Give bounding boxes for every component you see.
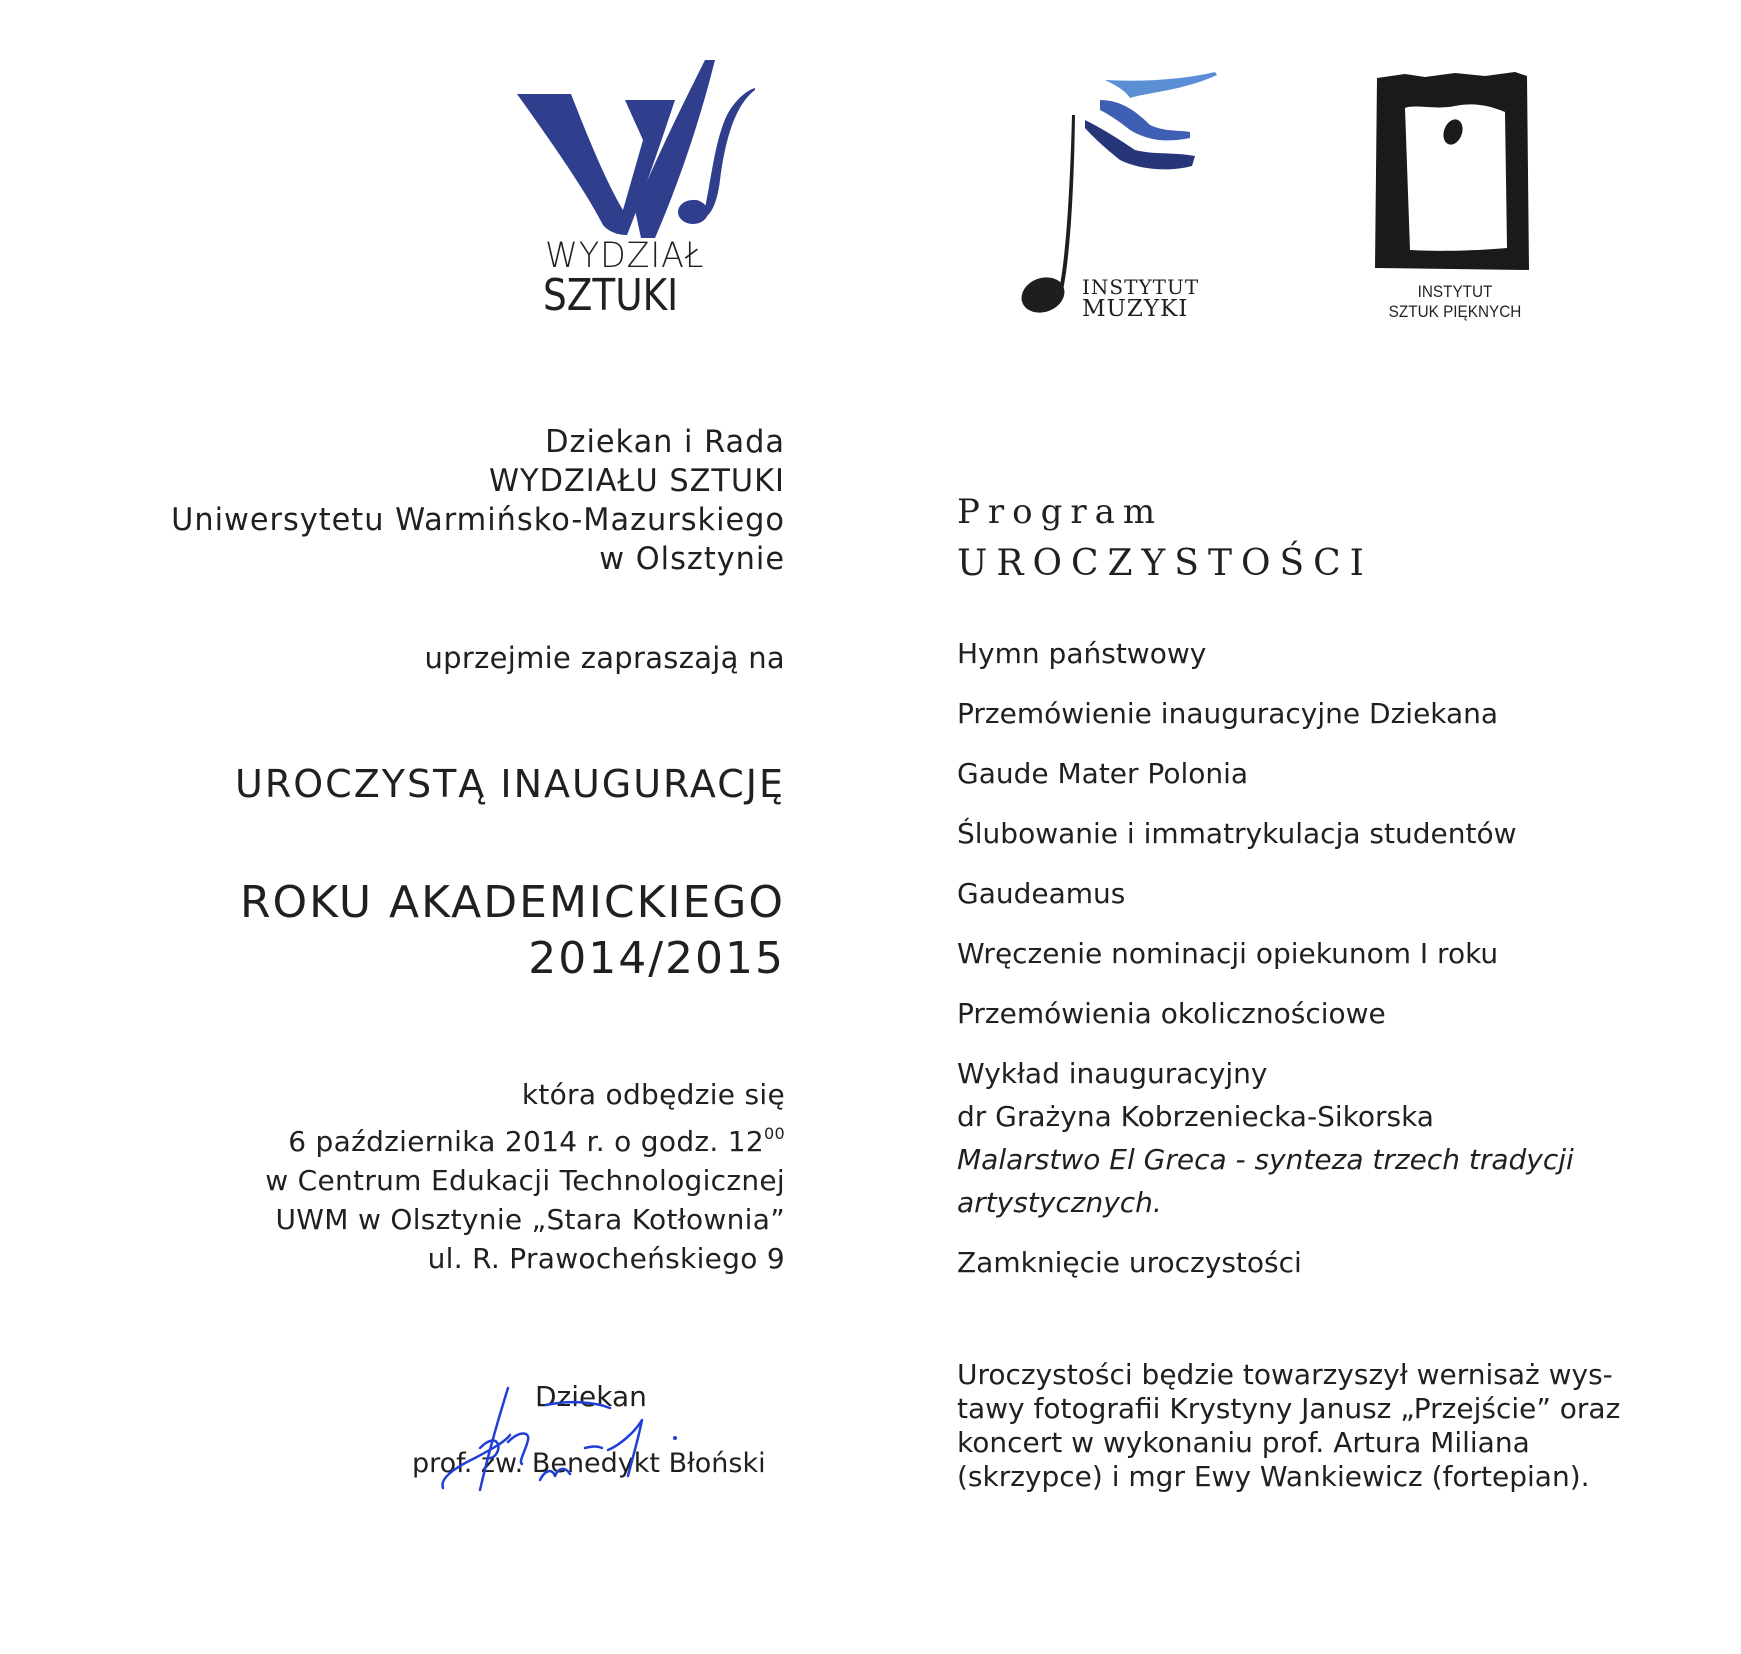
lecture-label: Wykład inauguracyjny (957, 1057, 1268, 1090)
accompanying-line: tawy fotografii Krystyny Janusz „Przejście” oraz (957, 1392, 1621, 1425)
event-venue-line1: w Centrum Edukacji Technologicznej (265, 1164, 785, 1197)
faculty-logo-line1: WYDZIAŁ (545, 236, 705, 276)
accompanying-line: Uroczystości będzie towarzyszył wernisaż wys- (957, 1358, 1613, 1391)
fine-arts-institute-logo (1365, 70, 1540, 330)
event-date: 6 października 2014 r. o godz. 12 (288, 1125, 765, 1158)
program-item-closing: Zamknięcie uroczystości (957, 1246, 1302, 1279)
event-time-minutes: 00 (764, 1124, 785, 1143)
program-subtitle: UROCZYSTOŚCI (957, 543, 1373, 584)
headline-academic-year-label: ROKU AKADEMICKIEGO (239, 877, 785, 928)
lecture-title: Malarstwo El Greca - synteza trzech tradycji artystycznych. (957, 1143, 1574, 1219)
academic-year: 2014/2015 (528, 933, 785, 984)
program-item: Przemówienia okolicznościowe (957, 997, 1386, 1030)
program-item: Przemówienie inauguracyjne Dziekana (957, 697, 1499, 730)
faculty-logo-line2: SZTUKI (543, 270, 679, 321)
program-item: Wręczenie nominacji opiekunom I roku (957, 937, 1499, 970)
details-intro: która odbędzie się (521, 1078, 785, 1111)
handwritten-signature-icon (380, 1380, 700, 1500)
music-institute-logo-line1: INSTYTUT (1082, 275, 1200, 299)
dean-name: prof. zw. Benedykt Błoński (412, 1448, 766, 1479)
inviter-line: Uniwersytetu Warmińsko-Mazurskiego (171, 502, 785, 538)
signature-block (380, 1380, 780, 1510)
event-date-time (60, 1114, 785, 1161)
fine-arts-institute-logo-line2: SZTUK PIĘKNYCH (1388, 302, 1522, 321)
faculty-logo (515, 60, 765, 330)
fine-arts-institute-logo-line1: INSTYTUT (1417, 282, 1493, 301)
event-address: ul. R. Prawocheńskiego 9 (427, 1242, 785, 1275)
inviter-line: Dziekan i Rada (545, 424, 785, 460)
headline-academic-year (60, 875, 785, 987)
inviters-block (60, 423, 785, 579)
palette-frame-icon (1365, 70, 1540, 280)
lecture-speaker: dr Grażyna Kobrzeniecka-Sikorska (957, 1100, 1434, 1133)
accompanying-line: (skrzypce) i mgr Ewy Wankiewicz (fortepian). (957, 1460, 1590, 1493)
music-institute-logo-line2: MUZYKI (1082, 296, 1189, 322)
program-item: Gaude Mater Polonia (957, 757, 1249, 790)
music-institute-logo (1010, 70, 1230, 330)
inviter-line: WYDZIAŁU SZTUKI (489, 463, 785, 499)
program-list (957, 632, 1677, 1301)
event-details (60, 1075, 785, 1278)
inviter-line: w Olsztynie (599, 541, 785, 577)
program-item-lecture (957, 1052, 1677, 1224)
invite-line: uprzejmie zapraszają na (424, 641, 785, 675)
program-title: Program (957, 492, 1164, 532)
headline-inauguration: UROCZYSTĄ INAUGURACJĘ (235, 762, 785, 806)
accompanying-events-note (957, 1358, 1647, 1494)
program-item: Gaudeamus (957, 877, 1126, 910)
ws-monogram-icon (515, 60, 765, 240)
program-item: Hymn państwowy (957, 637, 1207, 670)
program-item: Ślubowanie i immatrykulacja studentów (957, 817, 1517, 850)
dean-title: Dziekan (535, 1380, 647, 1413)
event-venue-line2: UWM w Olsztynie „Stara Kotłownia” (275, 1203, 785, 1236)
accompanying-line: koncert w wykonaniu prof. Artura Miliana (957, 1426, 1530, 1459)
